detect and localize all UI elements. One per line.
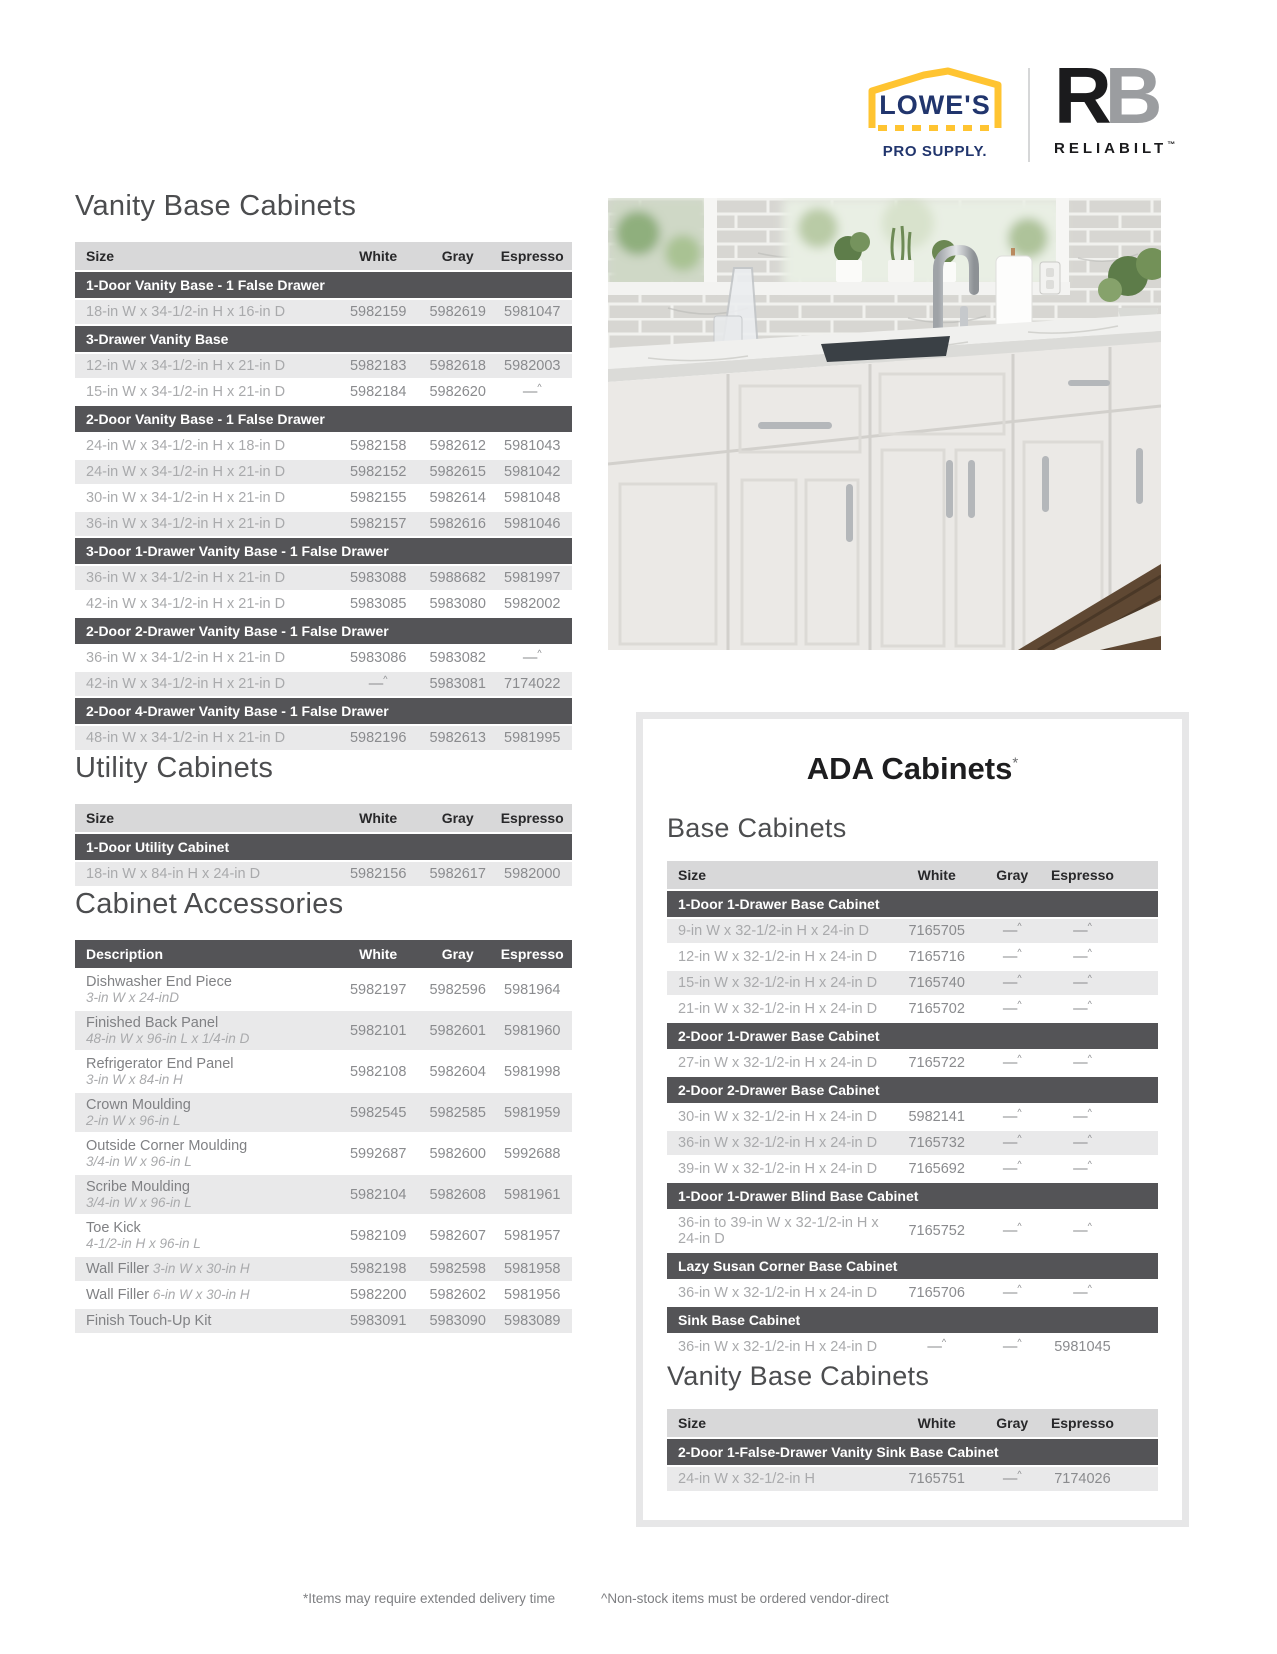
item-number-espresso: 5981959: [492, 1093, 572, 1132]
item-number-gray: 5983080: [423, 592, 493, 616]
item-number-gray: 5982616: [423, 512, 493, 536]
accessory-size: 6-in W x 30-in H: [149, 1287, 250, 1302]
item-number-white: 5983088: [333, 566, 422, 590]
column-header: Espresso: [492, 242, 572, 270]
product-row: [75, 592, 572, 616]
ada-base-cabinets-heading: Base Cabinets: [667, 813, 847, 843]
product-row: [667, 1105, 1158, 1129]
section-header-row: [75, 834, 572, 860]
size-cell: 12-in W x 32-1/2-in H x 24-in D: [667, 945, 894, 969]
accessory-name: Scribe Moulding: [86, 1179, 190, 1195]
size-cell: 24-in W x 34-1/2-in H x 18-in D: [75, 434, 333, 458]
section-header-label: 2-Door Vanity Base - 1 False Drawer: [75, 406, 572, 432]
accessory-size: 3-in W x 24-inD: [86, 990, 180, 1005]
item-number-espresso: —^: [1045, 1211, 1158, 1251]
item-number-espresso: 5981964: [492, 970, 572, 1009]
item-number-espresso: 5981956: [492, 1283, 572, 1307]
item-number-espresso: 5981047: [492, 300, 572, 324]
column-header: White: [333, 940, 422, 968]
description-cell: [75, 970, 333, 1009]
section-header-label: 2-Door 4-Drawer Vanity Base - 1 False Drawer: [75, 698, 572, 724]
product-row: [75, 672, 572, 696]
product-row: [75, 354, 572, 378]
item-number-gray: 5983082: [423, 646, 493, 670]
product-row: [75, 1175, 572, 1214]
item-number-espresso: 7174026: [1045, 1467, 1158, 1491]
product-row: [75, 1093, 572, 1132]
item-number-gray: —^: [980, 1467, 1045, 1491]
accessory-name: Finish Touch-Up Kit: [86, 1313, 212, 1329]
product-row: [75, 460, 572, 484]
item-number-white: 7165692: [894, 1157, 980, 1181]
catalog-table: [75, 938, 572, 1335]
accessory-name: Toe Kick: [86, 1220, 141, 1236]
size-cell: 42-in W x 34-1/2-in H x 21-in D: [75, 592, 333, 616]
item-number-gray: 5982608: [423, 1175, 493, 1214]
item-number-white: 5982156: [333, 862, 422, 886]
product-row: [75, 970, 572, 1009]
product-row: [75, 300, 572, 324]
item-number-white: 7165740: [894, 971, 980, 995]
column-header-row: [667, 1409, 1158, 1437]
size-cell: 36-in W x 34-1/2-in H x 21-in D: [75, 512, 333, 536]
item-number-gray: —^: [980, 971, 1045, 995]
accessory-name: Crown Moulding: [86, 1097, 191, 1113]
item-number-gray: —^: [980, 1105, 1045, 1129]
product-row: [75, 380, 572, 404]
column-header: Gray: [423, 804, 493, 832]
item-number-gray: 5982601: [423, 1011, 493, 1050]
footnote-extended-delivery: *Items may require extended delivery time: [303, 1591, 556, 1606]
description-cell: [75, 1283, 333, 1307]
utility-cabinets-heading: Utility Cabinets: [75, 752, 274, 784]
section-header-row: [667, 1439, 1158, 1465]
size-cell: 15-in W x 32-1/2-in H x 24-in D: [667, 971, 894, 995]
size-cell: 15-in W x 34-1/2-in H x 21-in D: [75, 380, 333, 404]
ada-base-cabinets-table: [667, 859, 1158, 1361]
item-number-white: 7165706: [894, 1281, 980, 1305]
accessory-name: Outside Corner Moulding: [86, 1138, 248, 1154]
item-number-espresso: 5981957: [492, 1216, 572, 1255]
size-cell: 36-in to 39-in W x 32-1/2-in H x 24-in D: [667, 1211, 894, 1251]
product-row: [667, 919, 1158, 943]
product-row: [75, 486, 572, 510]
logo-divider: [1028, 68, 1030, 162]
item-number-espresso: 7174022: [492, 672, 572, 696]
item-number-espresso: —^: [1045, 945, 1158, 969]
column-header: Gray: [980, 861, 1045, 889]
product-row: [667, 1467, 1158, 1491]
item-number-espresso: —^: [492, 646, 572, 670]
size-cell: 18-in W x 34-1/2-in H x 16-in D: [75, 300, 333, 324]
section-header-label: 2-Door 2-Drawer Base Cabinet: [667, 1077, 1158, 1103]
item-number-espresso: 5981997: [492, 566, 572, 590]
item-number-espresso: 5981961: [492, 1175, 572, 1214]
size-cell: 42-in W x 34-1/2-in H x 21-in D: [75, 672, 333, 696]
item-number-white: 5983086: [333, 646, 422, 670]
item-number-white: 5982200: [333, 1283, 422, 1307]
section-header-label: 2-Door 1-Drawer Base Cabinet: [667, 1023, 1158, 1049]
catalog-table: [667, 859, 1158, 1361]
item-number-espresso: —^: [1045, 1051, 1158, 1075]
accessory-size: 3-in W x 30-in H: [149, 1261, 250, 1276]
description-cell: [75, 1257, 333, 1281]
item-number-gray: —^: [980, 1281, 1045, 1305]
column-header: Description: [75, 940, 333, 968]
column-header: Size: [667, 1409, 894, 1437]
reliabilt-logo: [1054, 51, 1176, 157]
product-row: [667, 1211, 1158, 1251]
ada-vanity-base-cabinets-heading: Vanity Base Cabinets: [667, 1361, 930, 1391]
column-header: Espresso: [492, 940, 572, 968]
section-header-row: [75, 406, 572, 432]
kitchen-photo: [608, 198, 1161, 650]
section-header-row: [75, 618, 572, 644]
column-header: White: [894, 1409, 980, 1437]
product-row: [75, 726, 572, 750]
item-number-white: —^: [894, 1335, 980, 1359]
item-number-espresso: 5981995: [492, 726, 572, 750]
item-number-gray: 5982618: [423, 354, 493, 378]
product-row: [75, 646, 572, 670]
product-row: [75, 1216, 572, 1255]
item-number-white: 7165732: [894, 1131, 980, 1155]
item-number-espresso: —^: [1045, 1131, 1158, 1155]
product-row: [667, 1335, 1158, 1359]
description-cell: [75, 1093, 333, 1132]
item-number-gray: —^: [980, 1051, 1045, 1075]
product-row: [667, 945, 1158, 969]
item-number-gray: —^: [980, 1131, 1045, 1155]
item-number-white: 7165716: [894, 945, 980, 969]
accessory-size: 4-1/2-in H x 96-in L: [86, 1236, 201, 1251]
size-cell: 21-in W x 32-1/2-in H x 24-in D: [667, 997, 894, 1021]
accessory-size: 3-in W x 84-in H: [86, 1072, 183, 1087]
section-header-row: [75, 326, 572, 352]
product-row: [75, 512, 572, 536]
catalog-table: [75, 802, 572, 888]
item-number-white: 5992687: [333, 1134, 422, 1173]
section-header-label: 3-Drawer Vanity Base: [75, 326, 572, 352]
accessory-name: Wall Filler: [86, 1287, 150, 1303]
product-row: [75, 1052, 572, 1091]
product-row: [75, 434, 572, 458]
section-header-label: Sink Base Cabinet: [667, 1307, 1158, 1333]
item-number-espresso: —^: [1045, 1105, 1158, 1129]
column-header: Gray: [980, 1409, 1045, 1437]
section-header-row: [667, 1253, 1158, 1279]
item-number-gray: 5982620: [423, 380, 493, 404]
column-header-row: [75, 804, 572, 832]
column-header: Gray: [423, 242, 493, 270]
section-header-label: 1-Door Utility Cabinet: [75, 834, 572, 860]
item-number-white: —^: [333, 672, 422, 696]
size-cell: 27-in W x 32-1/2-in H x 24-in D: [667, 1051, 894, 1075]
size-cell: 39-in W x 32-1/2-in H x 24-in D: [667, 1157, 894, 1181]
item-number-espresso: 5981045: [1045, 1335, 1158, 1359]
size-cell: 18-in W x 84-in H x 24-in D: [75, 862, 333, 886]
column-header: White: [333, 242, 422, 270]
item-number-white: 5982157: [333, 512, 422, 536]
column-header-row: [667, 861, 1158, 889]
lowes-pro-supply-label: PRO SUPPLY.: [882, 143, 988, 160]
item-number-gray: 5982619: [423, 300, 493, 324]
item-number-espresso: 5981960: [492, 1011, 572, 1050]
section-header-row: [667, 1183, 1158, 1209]
item-number-white: 7165752: [894, 1211, 980, 1251]
description-cell: [75, 1309, 333, 1333]
column-header: Espresso: [492, 804, 572, 832]
catalog-table: [667, 1407, 1158, 1493]
column-header-row: [75, 940, 572, 968]
item-number-gray: —^: [980, 1211, 1045, 1251]
item-number-gray: —^: [980, 997, 1045, 1021]
vanity-base-cabinets-table: [75, 240, 572, 752]
item-number-white: 5982104: [333, 1175, 422, 1214]
utility-cabinets-table: [75, 802, 572, 888]
left-column: [75, 190, 572, 1335]
cabinet-accessories-heading: Cabinet Accessories: [75, 888, 344, 920]
size-cell: 36-in W x 32-1/2-in H x 24-in D: [667, 1335, 894, 1359]
item-number-gray: —^: [980, 919, 1045, 943]
description-cell: [75, 1011, 333, 1050]
column-header: Size: [75, 242, 333, 270]
column-header-row: [75, 242, 572, 270]
item-number-espresso: 5981046: [492, 512, 572, 536]
section-header-label: 3-Door 1-Drawer Vanity Base - 1 False Drawer: [75, 538, 572, 564]
size-cell: 24-in W x 34-1/2-in H x 21-in D: [75, 460, 333, 484]
item-number-espresso: 5983089: [492, 1309, 572, 1333]
item-number-gray: 5982604: [423, 1052, 493, 1091]
section-header-row: [75, 538, 572, 564]
item-number-espresso: 5981958: [492, 1257, 572, 1281]
product-row: [75, 862, 572, 886]
item-number-white: 5982152: [333, 460, 422, 484]
size-cell: 9-in W x 32-1/2-in H x 24-in D: [667, 919, 894, 943]
item-number-espresso: —^: [1045, 1157, 1158, 1181]
item-number-gray: 5982617: [423, 862, 493, 886]
product-row: [667, 1157, 1158, 1181]
size-cell: 48-in W x 34-1/2-in H x 21-in D: [75, 726, 333, 750]
accessory-size: 2-in W x 96-in L: [86, 1113, 181, 1128]
item-number-espresso: 5982000: [492, 862, 572, 886]
accessory-name: Dishwasher End Piece: [86, 974, 232, 990]
lowes-logo: [866, 64, 1004, 160]
item-number-white: 5982109: [333, 1216, 422, 1255]
section-header-row: [75, 698, 572, 724]
item-number-white: 5982184: [333, 380, 422, 404]
item-number-gray: —^: [980, 1335, 1045, 1359]
item-number-gray: 5982613: [423, 726, 493, 750]
item-number-espresso: —^: [1045, 1281, 1158, 1305]
size-cell: 24-in W x 32-1/2-in H: [667, 1467, 894, 1491]
item-number-white: 5982158: [333, 434, 422, 458]
item-number-white: 7165702: [894, 997, 980, 1021]
size-cell: 30-in W x 34-1/2-in H x 21-in D: [75, 486, 333, 510]
item-number-gray: 5982600: [423, 1134, 493, 1173]
column-header: Espresso: [1045, 861, 1158, 889]
item-number-gray: 5983090: [423, 1309, 493, 1333]
description-cell: [75, 1134, 333, 1173]
item-number-espresso: 5981998: [492, 1052, 572, 1091]
product-row: [75, 1309, 572, 1333]
item-number-white: 5982197: [333, 970, 422, 1009]
catalog-table: [75, 240, 572, 752]
product-row: [667, 1281, 1158, 1305]
section-header-label: 2-Door 2-Drawer Vanity Base - 1 False Drawer: [75, 618, 572, 644]
trademark-symbol: ™: [1167, 140, 1176, 149]
description-cell: [75, 1052, 333, 1091]
item-number-espresso: —^: [1045, 919, 1158, 943]
section-header-label: 1-Door 1-Drawer Base Cabinet: [667, 891, 1158, 917]
item-number-espresso: —^: [492, 380, 572, 404]
product-row: [75, 1283, 572, 1307]
accessory-size: 3/4-in W x 96-in L: [86, 1195, 192, 1210]
footnote-non-stock: ^Non-stock items must be ordered vendor-direct: [601, 1591, 889, 1606]
size-cell: 36-in W x 32-1/2-in H x 24-in D: [667, 1131, 894, 1155]
size-cell: 30-in W x 32-1/2-in H x 24-in D: [667, 1105, 894, 1129]
section-header-label: 1-Door Vanity Base - 1 False Drawer: [75, 272, 572, 298]
item-number-gray: 5982612: [423, 434, 493, 458]
item-number-espresso: 5982003: [492, 354, 572, 378]
item-number-white: 5982159: [333, 300, 422, 324]
item-number-gray: 5982615: [423, 460, 493, 484]
product-row: [75, 566, 572, 590]
accessory-name: Refrigerator End Panel: [86, 1056, 234, 1072]
size-cell: 36-in W x 32-1/2-in H x 24-in D: [667, 1281, 894, 1305]
accessory-size: 48-in W x 96-in L x 1/4-in D: [86, 1031, 250, 1046]
item-number-espresso: —^: [1045, 997, 1158, 1021]
section-header-row: [667, 891, 1158, 917]
product-row: [667, 1131, 1158, 1155]
item-number-espresso: 5992688: [492, 1134, 572, 1173]
item-number-gray: 5988682: [423, 566, 493, 590]
reliabilt-rb-monogram: RB: [1054, 51, 1156, 140]
ada-cabinets-panel: [636, 712, 1189, 1527]
item-number-espresso: 5981042: [492, 460, 572, 484]
brand-logos: [866, 51, 1176, 162]
item-number-white: 5982141: [894, 1105, 980, 1129]
item-number-white: 5982196: [333, 726, 422, 750]
product-row: [75, 1134, 572, 1173]
size-cell: 12-in W x 34-1/2-in H x 21-in D: [75, 354, 333, 378]
column-header: Size: [75, 804, 333, 832]
product-row: [667, 997, 1158, 1021]
accessory-name: Wall Filler: [86, 1261, 150, 1277]
description-cell: [75, 1175, 333, 1214]
description-cell: [75, 1216, 333, 1255]
item-number-white: 5982198: [333, 1257, 422, 1281]
size-cell: 36-in W x 34-1/2-in H x 21-in D: [75, 566, 333, 590]
item-number-gray: —^: [980, 945, 1045, 969]
product-row: [667, 1051, 1158, 1075]
item-number-gray: 5982602: [423, 1283, 493, 1307]
size-cell: 36-in W x 34-1/2-in H x 21-in D: [75, 646, 333, 670]
cabinet-accessories-table: [75, 938, 572, 1335]
item-number-gray: 5983081: [423, 672, 493, 696]
ada-vanity-base-cabinets-table: [667, 1407, 1158, 1493]
item-number-white: 5982108: [333, 1052, 422, 1091]
vanity-base-cabinets-heading: Vanity Base Cabinets: [75, 190, 357, 222]
item-number-gray: 5982585: [423, 1093, 493, 1132]
ada-cabinets-title: ADA Cabinets*: [806, 751, 1019, 786]
item-number-white: 5982545: [333, 1093, 422, 1132]
reliabilt-wordmark: RELIABILT™: [1054, 140, 1176, 157]
item-number-gray: 5982596: [423, 970, 493, 1009]
section-header-row: [667, 1023, 1158, 1049]
item-number-gray: 5982614: [423, 486, 493, 510]
section-header-label: Lazy Susan Corner Base Cabinet: [667, 1253, 1158, 1279]
lowes-wordmark: LOWE'S: [879, 90, 991, 120]
item-number-espresso: 5982002: [492, 592, 572, 616]
column-header: Size: [667, 861, 894, 889]
item-number-white: 7165751: [894, 1467, 980, 1491]
lowes-house-icon: [866, 64, 1004, 134]
item-number-white: 7165722: [894, 1051, 980, 1075]
item-number-gray: 5982598: [423, 1257, 493, 1281]
item-number-white: 5982183: [333, 354, 422, 378]
item-number-white: 7165705: [894, 919, 980, 943]
item-number-white: 5983091: [333, 1309, 422, 1333]
product-row: [667, 971, 1158, 995]
accessory-name: Finished Back Panel: [86, 1015, 219, 1031]
item-number-espresso: —^: [1045, 971, 1158, 995]
section-header-row: [667, 1077, 1158, 1103]
item-number-gray: 5982607: [423, 1216, 493, 1255]
item-number-espresso: 5981048: [492, 486, 572, 510]
asterisk-footnote-marker: *: [1012, 754, 1019, 772]
accessory-size: 3/4-in W x 96-in L: [86, 1154, 192, 1169]
product-row: [75, 1011, 572, 1050]
item-number-espresso: 5981043: [492, 434, 572, 458]
section-header-row: [75, 272, 572, 298]
item-number-white: 5983085: [333, 592, 422, 616]
product-row: [75, 1257, 572, 1281]
column-header: White: [894, 861, 980, 889]
column-header: White: [333, 804, 422, 832]
item-number-white: 5982155: [333, 486, 422, 510]
section-header-label: 1-Door 1-Drawer Blind Base Cabinet: [667, 1183, 1158, 1209]
column-header: Gray: [423, 940, 493, 968]
item-number-white: 5982101: [333, 1011, 422, 1050]
section-header-row: [667, 1307, 1158, 1333]
item-number-gray: —^: [980, 1157, 1045, 1181]
section-header-label: 2-Door 1-False-Drawer Vanity Sink Base Cabinet: [667, 1439, 1158, 1465]
column-header: Espresso: [1045, 1409, 1158, 1437]
